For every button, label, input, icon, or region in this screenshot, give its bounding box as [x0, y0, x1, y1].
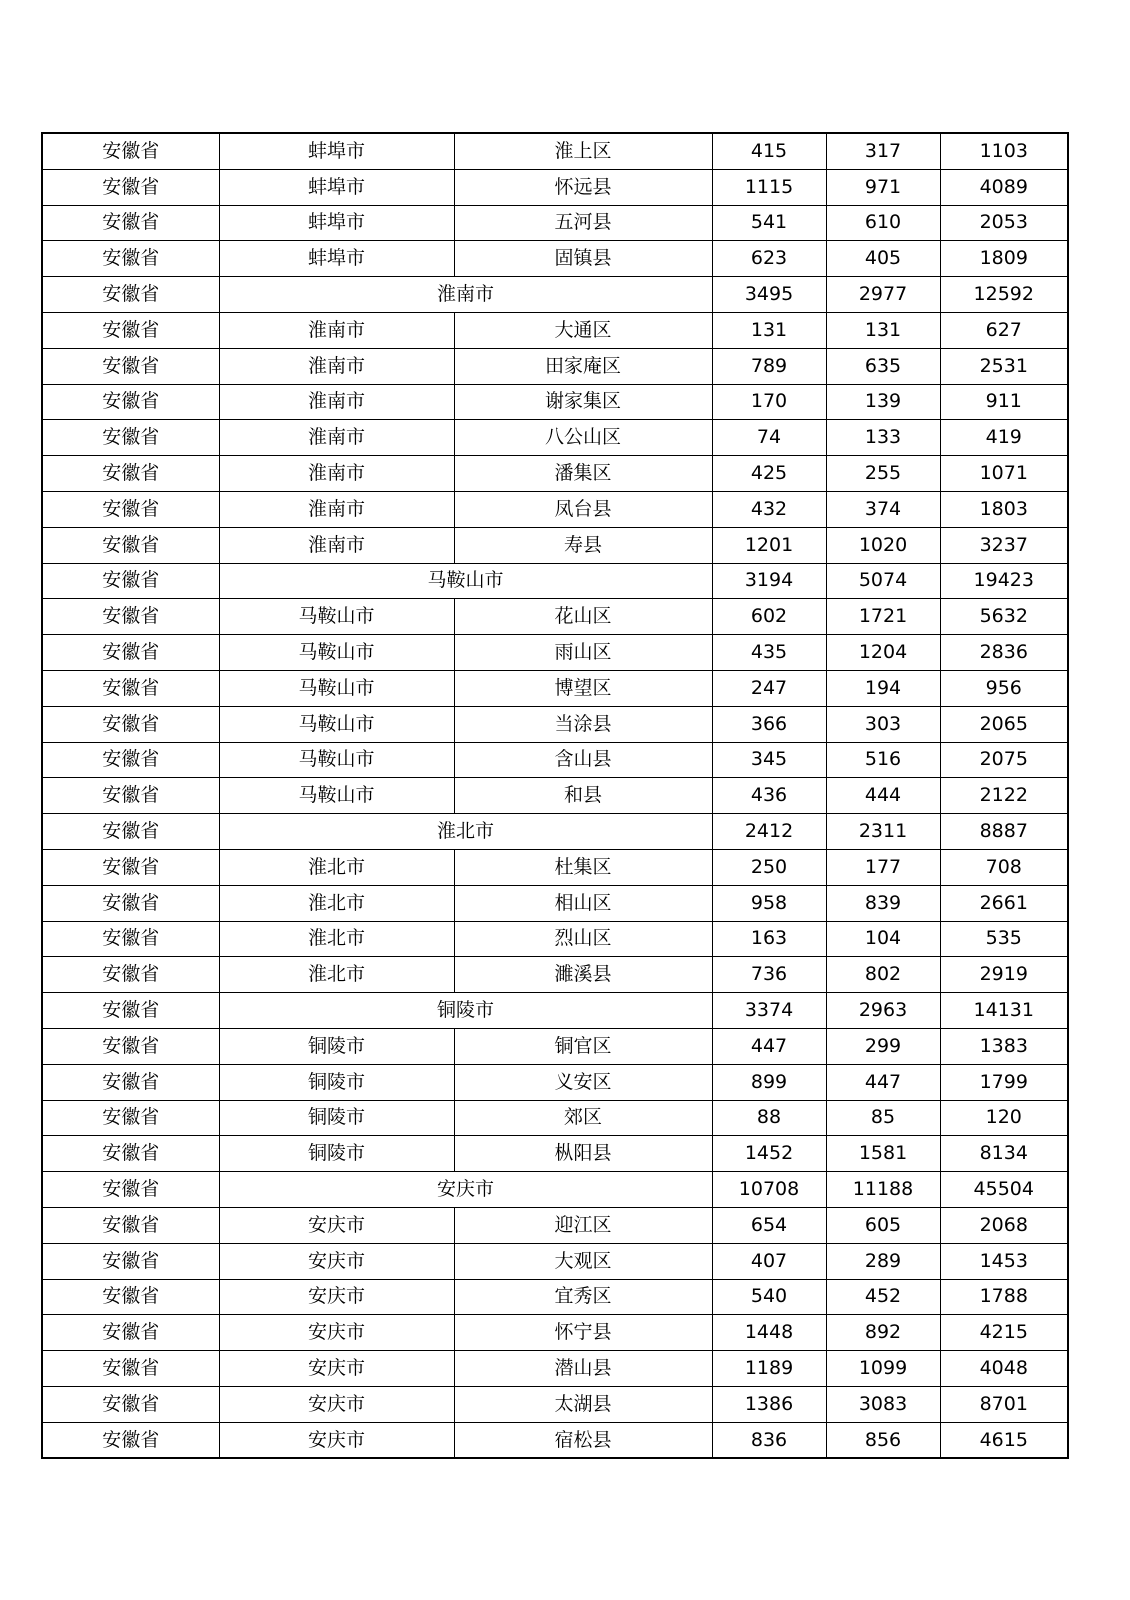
- city-total-cell: 淮北市: [219, 814, 712, 850]
- province-cell: 安徽省: [42, 348, 219, 384]
- value-cell-3: 627: [940, 312, 1068, 348]
- value-cell-1: 425: [712, 456, 826, 492]
- value-cell-2: 104: [826, 921, 940, 957]
- province-cell: 安徽省: [42, 169, 219, 205]
- district-cell: 濉溪县: [454, 957, 712, 993]
- table-row: [42, 133, 1068, 169]
- value-cell-2: 1099: [826, 1351, 940, 1387]
- district-cell: 五河县: [454, 205, 712, 241]
- value-cell-1: 250: [712, 849, 826, 885]
- district-cell: 花山区: [454, 599, 712, 635]
- value-cell-2: 194: [826, 670, 940, 706]
- table-row: [42, 1100, 1068, 1136]
- value-cell-1: 247: [712, 670, 826, 706]
- province-cell: 安徽省: [42, 1136, 219, 1172]
- city-cell: 淮南市: [219, 384, 454, 420]
- value-cell-3: 1071: [940, 456, 1068, 492]
- district-cell: 烈山区: [454, 921, 712, 957]
- district-cell: 八公山区: [454, 420, 712, 456]
- table-row: [42, 921, 1068, 957]
- table-row: [42, 1064, 1068, 1100]
- value-cell-1: 1201: [712, 527, 826, 563]
- value-cell-3: 1799: [940, 1064, 1068, 1100]
- table-row: [42, 635, 1068, 671]
- province-cell: 安徽省: [42, 670, 219, 706]
- city-cell: 蚌埠市: [219, 169, 454, 205]
- province-cell: 安徽省: [42, 635, 219, 671]
- province-cell: 安徽省: [42, 1279, 219, 1315]
- value-cell-1: 2412: [712, 814, 826, 850]
- city-subtotal-row: [42, 563, 1068, 599]
- table-row: [42, 420, 1068, 456]
- value-cell-2: 1020: [826, 527, 940, 563]
- value-cell-1: 602: [712, 599, 826, 635]
- province-cell: 安徽省: [42, 849, 219, 885]
- city-cell: 淮南市: [219, 312, 454, 348]
- province-cell: 安徽省: [42, 1207, 219, 1243]
- value-cell-1: 1189: [712, 1351, 826, 1387]
- city-total-cell: 铜陵市: [219, 993, 712, 1029]
- value-cell-1: 1386: [712, 1386, 826, 1422]
- district-cell: 田家庵区: [454, 348, 712, 384]
- province-cell: 安徽省: [42, 133, 219, 169]
- value-cell-2: 405: [826, 241, 940, 277]
- district-cell: 郊区: [454, 1100, 712, 1136]
- district-cell: 义安区: [454, 1064, 712, 1100]
- city-cell: 马鞍山市: [219, 670, 454, 706]
- value-cell-3: 2531: [940, 348, 1068, 384]
- city-cell: 淮南市: [219, 420, 454, 456]
- city-subtotal-row: [42, 993, 1068, 1029]
- province-cell: 安徽省: [42, 706, 219, 742]
- value-cell-3: 1803: [940, 491, 1068, 527]
- province-cell: 安徽省: [42, 1386, 219, 1422]
- value-cell-3: 12592: [940, 277, 1068, 313]
- city-cell: 安庆市: [219, 1386, 454, 1422]
- value-cell-1: 654: [712, 1207, 826, 1243]
- table-row: [42, 1243, 1068, 1279]
- district-cell: 怀宁县: [454, 1315, 712, 1351]
- city-cell: 铜陵市: [219, 1064, 454, 1100]
- value-cell-3: 2919: [940, 957, 1068, 993]
- table-row: [42, 1136, 1068, 1172]
- district-cell: 大通区: [454, 312, 712, 348]
- value-cell-3: 2053: [940, 205, 1068, 241]
- city-subtotal-row: [42, 814, 1068, 850]
- value-cell-3: 1788: [940, 1279, 1068, 1315]
- value-cell-1: 3194: [712, 563, 826, 599]
- value-cell-2: 1721: [826, 599, 940, 635]
- table-row: [42, 706, 1068, 742]
- value-cell-1: 3495: [712, 277, 826, 313]
- value-cell-3: 8887: [940, 814, 1068, 850]
- value-cell-2: 289: [826, 1243, 940, 1279]
- value-cell-2: 1581: [826, 1136, 940, 1172]
- city-cell: 马鞍山市: [219, 635, 454, 671]
- district-cell: 寿县: [454, 527, 712, 563]
- city-cell: 淮北市: [219, 957, 454, 993]
- value-cell-2: 85: [826, 1100, 940, 1136]
- district-cell: 宜秀区: [454, 1279, 712, 1315]
- value-cell-1: 540: [712, 1279, 826, 1315]
- district-cell: 淮上区: [454, 133, 712, 169]
- province-cell: 安徽省: [42, 1422, 219, 1458]
- district-cell: 博望区: [454, 670, 712, 706]
- table-row: [42, 849, 1068, 885]
- data-table: [41, 132, 1069, 1459]
- city-cell: 淮南市: [219, 527, 454, 563]
- province-cell: 安徽省: [42, 1243, 219, 1279]
- value-cell-1: 736: [712, 957, 826, 993]
- value-cell-1: 10708: [712, 1172, 826, 1208]
- province-cell: 安徽省: [42, 491, 219, 527]
- value-cell-1: 170: [712, 384, 826, 420]
- district-cell: 当涂县: [454, 706, 712, 742]
- value-cell-2: 605: [826, 1207, 940, 1243]
- district-cell: 枞阳县: [454, 1136, 712, 1172]
- value-cell-1: 163: [712, 921, 826, 957]
- province-cell: 安徽省: [42, 1351, 219, 1387]
- district-cell: 固镇县: [454, 241, 712, 277]
- table-row: [42, 1207, 1068, 1243]
- value-cell-2: 2977: [826, 277, 940, 313]
- city-cell: 马鞍山市: [219, 742, 454, 778]
- value-cell-1: 345: [712, 742, 826, 778]
- value-cell-1: 541: [712, 205, 826, 241]
- value-cell-3: 4089: [940, 169, 1068, 205]
- city-cell: 淮南市: [219, 456, 454, 492]
- value-cell-3: 4048: [940, 1351, 1068, 1387]
- city-cell: 马鞍山市: [219, 706, 454, 742]
- value-cell-2: 255: [826, 456, 940, 492]
- value-cell-3: 2075: [940, 742, 1068, 778]
- city-cell: 淮南市: [219, 491, 454, 527]
- province-cell: 安徽省: [42, 1100, 219, 1136]
- table-row: [42, 1422, 1068, 1458]
- value-cell-1: 436: [712, 778, 826, 814]
- province-cell: 安徽省: [42, 527, 219, 563]
- value-cell-2: 177: [826, 849, 940, 885]
- district-cell: 含山县: [454, 742, 712, 778]
- value-cell-1: 623: [712, 241, 826, 277]
- value-cell-3: 2836: [940, 635, 1068, 671]
- table-row: [42, 1279, 1068, 1315]
- city-cell: 蚌埠市: [219, 241, 454, 277]
- table-row: [42, 456, 1068, 492]
- city-cell: 铜陵市: [219, 1136, 454, 1172]
- table-row: [42, 1386, 1068, 1422]
- city-cell: 淮南市: [219, 348, 454, 384]
- value-cell-2: 2963: [826, 993, 940, 1029]
- value-cell-3: 8134: [940, 1136, 1068, 1172]
- value-cell-2: 303: [826, 706, 940, 742]
- district-cell: 潘集区: [454, 456, 712, 492]
- value-cell-2: 635: [826, 348, 940, 384]
- value-cell-3: 911: [940, 384, 1068, 420]
- city-cell: 淮北市: [219, 885, 454, 921]
- table-row: [42, 1028, 1068, 1064]
- value-cell-2: 299: [826, 1028, 940, 1064]
- value-cell-1: 435: [712, 635, 826, 671]
- province-cell: 安徽省: [42, 599, 219, 635]
- value-cell-2: 516: [826, 742, 940, 778]
- value-cell-2: 1204: [826, 635, 940, 671]
- city-subtotal-row: [42, 277, 1068, 313]
- district-cell: 相山区: [454, 885, 712, 921]
- district-cell: 宿松县: [454, 1422, 712, 1458]
- province-cell: 安徽省: [42, 384, 219, 420]
- city-cell: 安庆市: [219, 1422, 454, 1458]
- value-cell-3: 5632: [940, 599, 1068, 635]
- value-cell-3: 14131: [940, 993, 1068, 1029]
- value-cell-1: 131: [712, 312, 826, 348]
- value-cell-3: 535: [940, 921, 1068, 957]
- value-cell-3: 2068: [940, 1207, 1068, 1243]
- value-cell-2: 447: [826, 1064, 940, 1100]
- city-cell: 马鞍山市: [219, 778, 454, 814]
- city-subtotal-row: [42, 1172, 1068, 1208]
- province-cell: 安徽省: [42, 1028, 219, 1064]
- district-cell: 迎江区: [454, 1207, 712, 1243]
- value-cell-2: 374: [826, 491, 940, 527]
- table-row: [42, 384, 1068, 420]
- table-row: [42, 491, 1068, 527]
- value-cell-1: 789: [712, 348, 826, 384]
- value-cell-3: 8701: [940, 1386, 1068, 1422]
- province-cell: 安徽省: [42, 563, 219, 599]
- value-cell-2: 802: [826, 957, 940, 993]
- value-cell-2: 444: [826, 778, 940, 814]
- city-cell: 淮北市: [219, 849, 454, 885]
- value-cell-1: 958: [712, 885, 826, 921]
- city-total-cell: 淮南市: [219, 277, 712, 313]
- value-cell-1: 415: [712, 133, 826, 169]
- value-cell-2: 317: [826, 133, 940, 169]
- value-cell-3: 4615: [940, 1422, 1068, 1458]
- city-total-cell: 安庆市: [219, 1172, 712, 1208]
- province-cell: 安徽省: [42, 921, 219, 957]
- value-cell-1: 1452: [712, 1136, 826, 1172]
- city-cell: 淮北市: [219, 921, 454, 957]
- city-cell: 蚌埠市: [219, 133, 454, 169]
- value-cell-1: 447: [712, 1028, 826, 1064]
- value-cell-3: 19423: [940, 563, 1068, 599]
- value-cell-3: 45504: [940, 1172, 1068, 1208]
- value-cell-3: 1383: [940, 1028, 1068, 1064]
- district-cell: 谢家集区: [454, 384, 712, 420]
- province-cell: 安徽省: [42, 778, 219, 814]
- table-row: [42, 205, 1068, 241]
- table-row: [42, 169, 1068, 205]
- district-cell: 太湖县: [454, 1386, 712, 1422]
- value-cell-1: 88: [712, 1100, 826, 1136]
- value-cell-3: 1103: [940, 133, 1068, 169]
- province-cell: 安徽省: [42, 241, 219, 277]
- value-cell-2: 139: [826, 384, 940, 420]
- value-cell-3: 419: [940, 420, 1068, 456]
- value-cell-2: 3083: [826, 1386, 940, 1422]
- district-cell: 铜官区: [454, 1028, 712, 1064]
- table-row: [42, 312, 1068, 348]
- district-cell: 潜山县: [454, 1351, 712, 1387]
- district-cell: 和县: [454, 778, 712, 814]
- value-cell-3: 956: [940, 670, 1068, 706]
- district-cell: 怀远县: [454, 169, 712, 205]
- value-cell-3: 120: [940, 1100, 1068, 1136]
- province-cell: 安徽省: [42, 312, 219, 348]
- table-row: [42, 348, 1068, 384]
- province-cell: 安徽省: [42, 205, 219, 241]
- value-cell-3: 4215: [940, 1315, 1068, 1351]
- district-cell: 大观区: [454, 1243, 712, 1279]
- province-cell: 安徽省: [42, 277, 219, 313]
- value-cell-2: 133: [826, 420, 940, 456]
- province-cell: 安徽省: [42, 1315, 219, 1351]
- province-cell: 安徽省: [42, 1172, 219, 1208]
- value-cell-1: 899: [712, 1064, 826, 1100]
- province-cell: 安徽省: [42, 420, 219, 456]
- table-row: [42, 599, 1068, 635]
- value-cell-1: 74: [712, 420, 826, 456]
- value-cell-2: 452: [826, 1279, 940, 1315]
- value-cell-1: 366: [712, 706, 826, 742]
- city-cell: 蚌埠市: [219, 205, 454, 241]
- value-cell-2: 839: [826, 885, 940, 921]
- value-cell-3: 1809: [940, 241, 1068, 277]
- city-cell: 马鞍山市: [219, 599, 454, 635]
- district-cell: 杜集区: [454, 849, 712, 885]
- city-cell: 安庆市: [219, 1315, 454, 1351]
- table-row: [42, 1315, 1068, 1351]
- value-cell-3: 3237: [940, 527, 1068, 563]
- city-cell: 铜陵市: [219, 1028, 454, 1064]
- value-cell-3: 2065: [940, 706, 1068, 742]
- value-cell-1: 836: [712, 1422, 826, 1458]
- value-cell-1: 1448: [712, 1315, 826, 1351]
- district-cell: 雨山区: [454, 635, 712, 671]
- table-row: [42, 742, 1068, 778]
- value-cell-2: 892: [826, 1315, 940, 1351]
- value-cell-1: 432: [712, 491, 826, 527]
- value-cell-3: 2122: [940, 778, 1068, 814]
- value-cell-1: 3374: [712, 993, 826, 1029]
- value-cell-2: 11188: [826, 1172, 940, 1208]
- table-row: [42, 885, 1068, 921]
- value-cell-3: 708: [940, 849, 1068, 885]
- table-row: [42, 670, 1068, 706]
- table-row: [42, 241, 1068, 277]
- city-cell: 铜陵市: [219, 1100, 454, 1136]
- province-cell: 安徽省: [42, 814, 219, 850]
- value-cell-2: 2311: [826, 814, 940, 850]
- value-cell-2: 971: [826, 169, 940, 205]
- value-cell-3: 1453: [940, 1243, 1068, 1279]
- table-row: [42, 778, 1068, 814]
- province-cell: 安徽省: [42, 742, 219, 778]
- table-row: [42, 1351, 1068, 1387]
- value-cell-2: 610: [826, 205, 940, 241]
- province-cell: 安徽省: [42, 456, 219, 492]
- value-cell-2: 856: [826, 1422, 940, 1458]
- value-cell-1: 407: [712, 1243, 826, 1279]
- table-row: [42, 957, 1068, 993]
- province-cell: 安徽省: [42, 885, 219, 921]
- value-cell-2: 5074: [826, 563, 940, 599]
- city-cell: 安庆市: [219, 1351, 454, 1387]
- value-cell-3: 2661: [940, 885, 1068, 921]
- table-row: [42, 527, 1068, 563]
- table-body: [42, 133, 1068, 1458]
- province-cell: 安徽省: [42, 993, 219, 1029]
- district-cell: 凤台县: [454, 491, 712, 527]
- value-cell-1: 1115: [712, 169, 826, 205]
- province-cell: 安徽省: [42, 957, 219, 993]
- city-cell: 安庆市: [219, 1243, 454, 1279]
- value-cell-2: 131: [826, 312, 940, 348]
- city-cell: 安庆市: [219, 1207, 454, 1243]
- city-cell: 安庆市: [219, 1279, 454, 1315]
- city-total-cell: 马鞍山市: [219, 563, 712, 599]
- province-cell: 安徽省: [42, 1064, 219, 1100]
